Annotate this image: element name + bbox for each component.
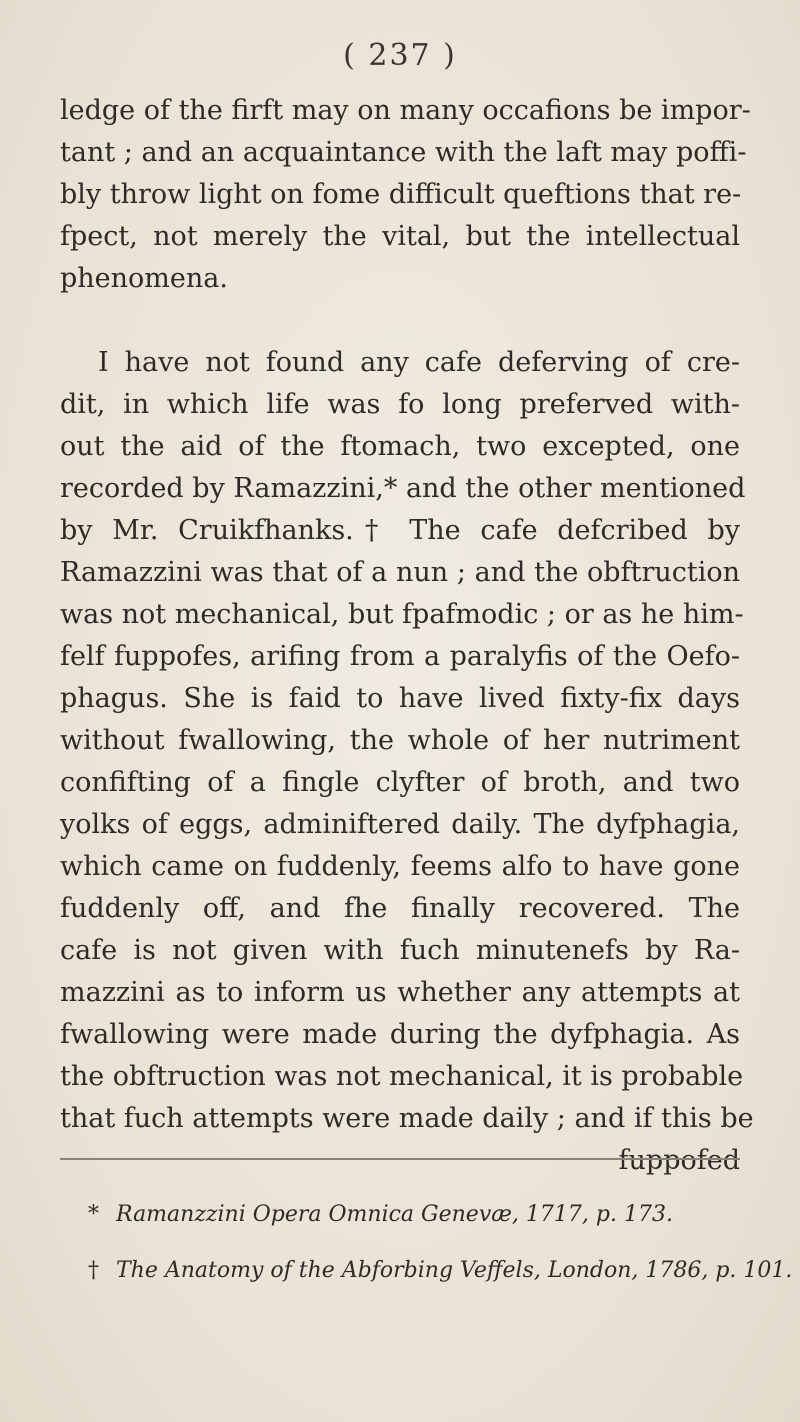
text-line: tant ; and an acquaintance with the laft may poffi- — [60, 137, 747, 168]
text-line: which came on fuddenly, feems alfo to have gone — [60, 851, 740, 882]
text-line: confifting of a fingle clyfter of broth, and two — [60, 767, 740, 798]
text-line: fwallowing were made during the dyfphagia. As — [60, 1019, 740, 1050]
text-line: phagus. She is faid to have lived fixty-fix days — [60, 683, 740, 714]
footnotes — [88, 1200, 793, 1312]
page-number: ( 237 ) — [343, 38, 457, 73]
body-text — [60, 90, 754, 1182]
text-line: phenomena. — [60, 263, 228, 294]
text-line: out the aid of the ftomach, two excepted, one — [60, 431, 740, 462]
text-line: recorded by Ramazzini,* and the other mentioned — [60, 473, 746, 504]
text-line: without fwallowing, the whole of her nutriment — [60, 725, 740, 756]
footnote-text: The Anatomy of the Abforbing Veffels, London, 1786, p. 101. — [116, 1258, 793, 1283]
text-line: felf fuppofes, arifing from a paralyfis of the Oefo- — [60, 641, 740, 672]
footnote-ramazzini — [88, 1200, 758, 1230]
footnote-rule — [60, 1158, 740, 1160]
text-line: mazzini as to inform us whether any attempts at — [60, 977, 740, 1008]
text-line: dit, in which life was fo long preferved with- — [60, 389, 740, 420]
footnote-text: Ramanzzini Opera Omnica Genevæ, 1717, p. 173. — [116, 1202, 673, 1227]
text-line: I have not found any cafe deferving of cre- — [98, 347, 740, 378]
text-line: cafe is not given with fuch minutenefs by Ra- — [60, 935, 740, 966]
text-line: yolks of eggs, adminiftered daily. The dyfphagia, — [60, 809, 740, 840]
text-line: by Mr. Cruikfhanks.† The cafe defcribed by — [60, 515, 740, 546]
text-line: bly throw light on fome difficult queftions that re- — [60, 179, 742, 210]
text-line: that fuch attempts were made daily ; and if this be — [60, 1103, 754, 1134]
footnote-mark: * — [88, 1202, 99, 1227]
catchword: fuppofed — [618, 1145, 740, 1176]
paragraph-gap — [60, 300, 740, 342]
paragraph-main — [60, 342, 754, 1182]
footnote-mark: † — [88, 1258, 99, 1283]
text-line: the obftruction was not mechanical, it is probable — [60, 1061, 744, 1092]
text-line: fpect, not merely the vital, but the intellectual — [60, 221, 740, 252]
text-line: fuddenly off, and fhe finally recovered. The — [60, 893, 740, 924]
text-line: ledge of the firft may on many occafions be impor- — [60, 95, 751, 126]
text-line: was not mechanical, but fpafmodic ; or as he him- — [60, 599, 744, 630]
footnote-cruikshank — [88, 1256, 793, 1286]
text-line: Ramazzini was that of a nun ; and the obftruction — [60, 557, 740, 588]
paragraph-continuation — [60, 90, 751, 300]
